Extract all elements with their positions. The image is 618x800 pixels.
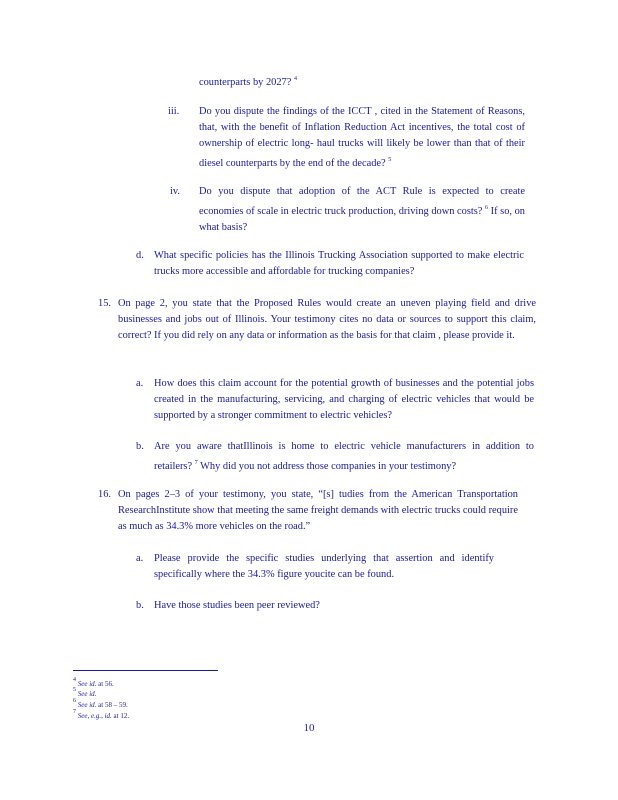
footnote-divider xyxy=(73,670,218,671)
item-text: Do you dispute the findings of the ICCT , cited in the Statement of Reasons, that, with the benefit of Inflation Reduction Act incentives, the total cost of ownership of electric long- haul trucks will likely be lower than that of their diesel counterparts by the end of the decade? xyxy=(199,106,525,169)
footnote-number: 4 xyxy=(73,677,76,683)
item-text-block xyxy=(199,184,525,236)
footnote-ref: 5 xyxy=(388,157,392,163)
footnote-text: at 12. xyxy=(113,712,130,720)
item-text: What specific policies has the Illinois Trucking Association supported to make electric trucks more accessible and affordable for trucking companies? xyxy=(154,250,524,277)
footnote-text: at 58 – 59. xyxy=(98,701,128,709)
item-text: On pages 2–3 of your testimony, you state, “[s] tudies from the American Transportation ResearchInstitute show that meeting the same freight demands with electric trucks could require as much as 34.3% more vehicles on the road.” xyxy=(118,489,518,532)
item-text: counterparts by 2027? xyxy=(199,77,292,88)
item-marker: iv. xyxy=(170,186,181,197)
item-text: Have those studies been peer reviewed? xyxy=(154,600,320,611)
item-marker: a. xyxy=(136,378,144,389)
footnote-number: 7 xyxy=(73,709,76,715)
footnote-cite: id. xyxy=(89,701,97,709)
item-marker: iii. xyxy=(168,106,180,117)
footnote-signal: See xyxy=(77,690,88,698)
item-text-block xyxy=(154,439,534,475)
footnote-cite: id. xyxy=(89,680,97,688)
footnote-cite: id. xyxy=(104,712,112,720)
footnote-signal: See, e.g., xyxy=(77,712,103,720)
footnote-signal: See xyxy=(77,701,88,709)
item-ii-continuation xyxy=(199,71,297,91)
footnote-text: at 56. xyxy=(98,680,114,688)
item-marker: 16. xyxy=(98,489,111,500)
footnote-signal: See xyxy=(77,680,88,688)
item-text: On page 2, you state that the Proposed Rules would create an uneven playing field and drive businesses and jobs out of Illinois. Your testimony cites no data or sources to support this claim, correct? If you did rely on any data or information as the basis for that claim , please provide it. xyxy=(118,298,536,341)
footnote-ref: 7 xyxy=(194,460,198,466)
footnote-number: 6 xyxy=(73,698,76,704)
item-text-continued: Why did you not address those companies in your testimony? xyxy=(200,461,457,472)
page-number: 10 xyxy=(303,722,315,734)
item-text-block xyxy=(199,104,525,172)
item-marker: b. xyxy=(136,441,144,452)
footnote-ref: 4 xyxy=(293,76,297,82)
item-text: How does this claim account for the potential growth of businesses and the potential jobs created in the manufacturing, servicing, and charging of electric vehicles that would be supported by a stronger commitment to electric vehicles? xyxy=(154,378,534,421)
item-text: Are you aware thatIllinois is home to electric vehicle manufacturers in addition to retailers? xyxy=(154,441,534,472)
footnote-number: 5 xyxy=(73,687,76,693)
item-text: Do you dispute that adoption of the ACT Rule is expected to create economies of scale in electric truck production, driving down costs? xyxy=(199,186,525,217)
footnote-cite: id. xyxy=(89,690,97,698)
footnote-ref: 6 xyxy=(485,205,489,211)
footnote-7 xyxy=(73,708,129,721)
item-marker: 15. xyxy=(98,298,111,309)
item-marker: d. xyxy=(136,250,144,261)
item-text-continued: If so, on what basis? xyxy=(199,206,525,233)
item-text: Please provide the specific studies underlying that assertion and identify specifically where the 34.3% figure youcite can be found. xyxy=(154,553,494,580)
item-marker: a. xyxy=(136,553,144,564)
item-marker: b. xyxy=(136,600,144,611)
